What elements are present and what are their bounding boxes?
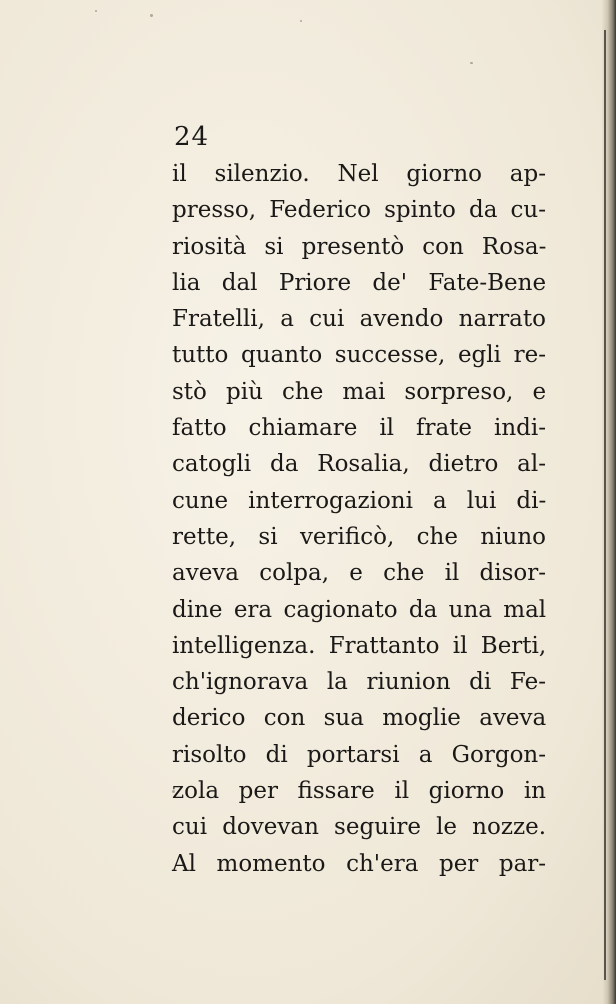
text-line: catogli da Rosalia, dietro al-	[172, 451, 546, 478]
text-line: intelligenza. Frattanto il Berti,	[172, 632, 547, 659]
text-line: ch'ignorava la riunion di Fe-	[172, 669, 546, 696]
text-line: presso, Federico spinto da cu-	[172, 197, 546, 224]
paper-speck	[95, 10, 97, 12]
text-line: cui dovevan seguire le nozze.	[172, 814, 546, 841]
text-line: rette, si verificò, che niuno	[172, 523, 546, 550]
text-line: riosità si presentò con Rosa-	[172, 233, 547, 260]
page-fold-line	[604, 30, 606, 980]
text-line: dine era cagionato da una mal	[172, 596, 547, 623]
text-line: aveva colpa, e che il disor-	[172, 560, 546, 587]
text-line: derico con sua moglie aveva	[172, 705, 547, 732]
text-line: Al momento ch'era per par-	[172, 850, 547, 877]
page-number: 24	[174, 122, 210, 152]
text-line: Fratelli, a cui avendo narrato	[172, 306, 546, 333]
paper-speck	[150, 14, 153, 17]
text-line: risolto di portarsi a Gorgon-	[172, 741, 546, 768]
paper-speck	[470, 62, 473, 64]
paper-speck	[300, 20, 302, 22]
text-line: cune interrogazioni a lui di-	[172, 487, 547, 514]
text-line: fatto chiamare il frate indi-	[172, 415, 546, 442]
text-line: stò più che mai sorpreso, e	[172, 378, 547, 405]
text-line: zola per fissare il giorno in	[172, 778, 546, 805]
body-text	[172, 156, 546, 882]
text-line: tutto quanto successe, egli re-	[172, 342, 546, 369]
text-line: lia dal Priore de' Fate-Bene	[172, 269, 547, 296]
text-line: il silenzio. Nel giorno ap-	[172, 161, 547, 187]
